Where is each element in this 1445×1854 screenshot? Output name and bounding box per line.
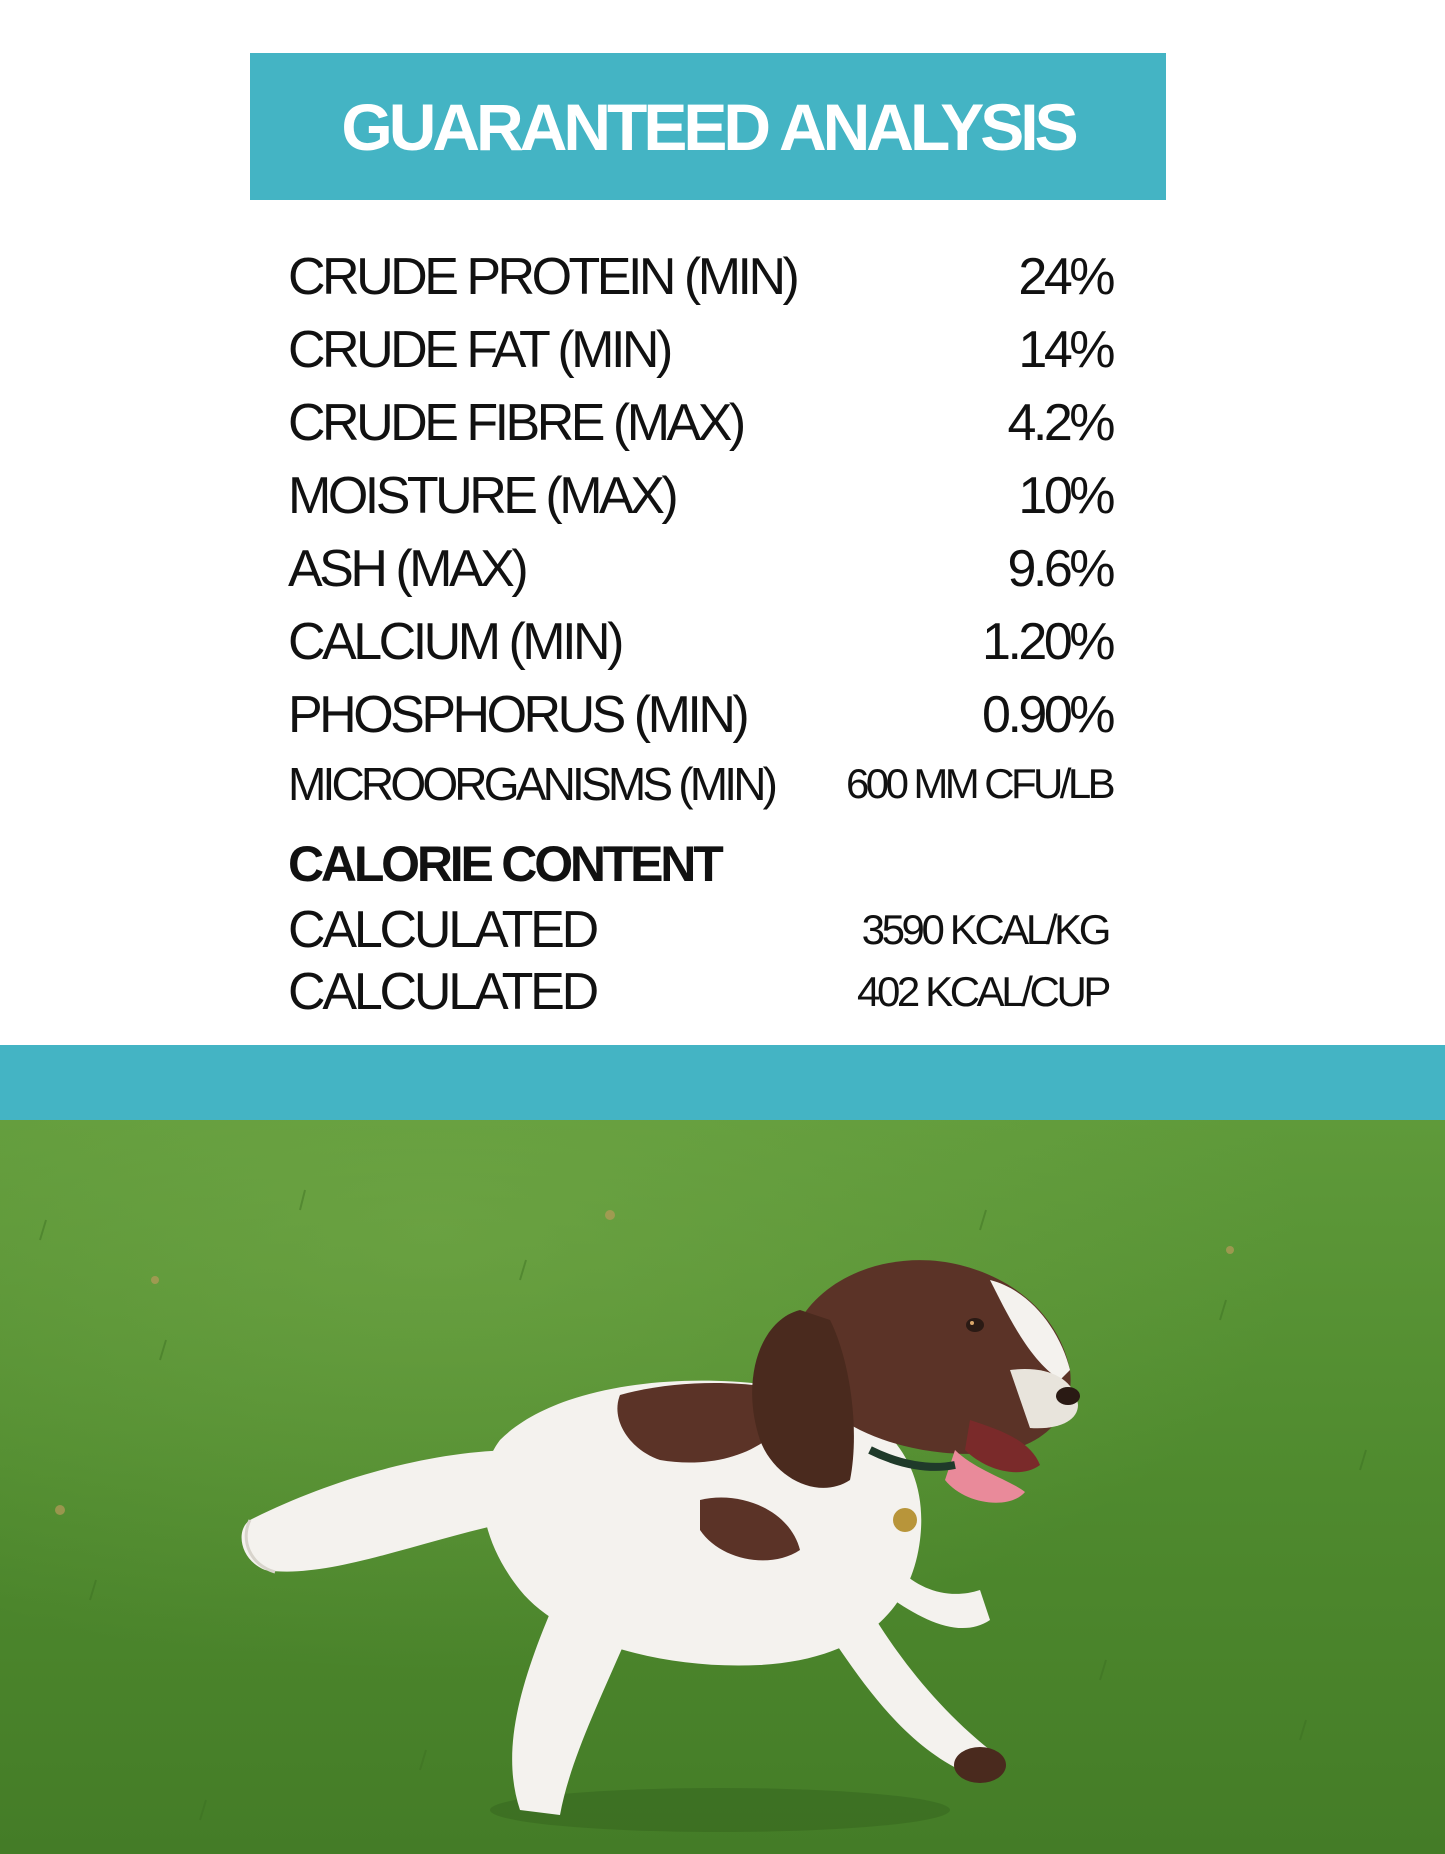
analysis-row-fat xyxy=(288,313,1112,386)
row-value: 10% xyxy=(1018,466,1112,525)
row-label: MOISTURE (MAX) xyxy=(288,466,676,525)
row-value: 24% xyxy=(1018,247,1112,306)
analysis-table xyxy=(288,240,1112,1023)
row-value: 9.6% xyxy=(1007,539,1112,598)
row-label: ASH (MAX) xyxy=(288,539,526,598)
analysis-row-protein xyxy=(288,240,1112,313)
row-value: 4.2% xyxy=(1007,393,1112,452)
running-dog-photo xyxy=(0,1120,1445,1854)
calorie-heading: CALORIE CONTENT xyxy=(288,836,721,892)
analysis-row-ash xyxy=(288,532,1112,605)
analysis-row-microorganisms xyxy=(288,751,1112,817)
analysis-row-calcium xyxy=(288,605,1112,678)
page-title: GUARANTEED ANALYSIS xyxy=(341,89,1075,164)
row-label: MICROORGANISMS (MIN) xyxy=(288,758,775,810)
row-label: CALCULATED xyxy=(288,963,597,1021)
calorie-row-kg xyxy=(288,899,1112,961)
analysis-row-moisture xyxy=(288,459,1112,532)
analysis-row-fibre xyxy=(288,386,1112,459)
row-value: 0.90% xyxy=(982,685,1112,744)
row-label: CRUDE PROTEIN (MIN) xyxy=(288,247,797,306)
row-label: CRUDE FIBRE (MAX) xyxy=(288,393,743,452)
row-value: 600 MM CFU/LB xyxy=(846,760,1112,807)
divider-band xyxy=(0,1045,1445,1120)
row-label: CALCULATED xyxy=(288,901,597,959)
row-value: 402 KCAL/CUP xyxy=(856,968,1108,1015)
running-dog-illustration xyxy=(0,1120,1445,1854)
row-label: PHOSPHORUS (MIN) xyxy=(288,685,747,744)
title-banner xyxy=(250,53,1166,200)
row-label: CRUDE FAT (MIN) xyxy=(288,320,670,379)
calorie-row-cup xyxy=(288,961,1112,1023)
row-value: 1.20% xyxy=(982,612,1112,671)
analysis-row-phosphorus xyxy=(288,678,1112,751)
row-value: 14% xyxy=(1018,320,1112,379)
row-value: 3590 KCAL/KG xyxy=(861,906,1108,953)
row-label: CALCIUM (MIN) xyxy=(288,612,621,671)
